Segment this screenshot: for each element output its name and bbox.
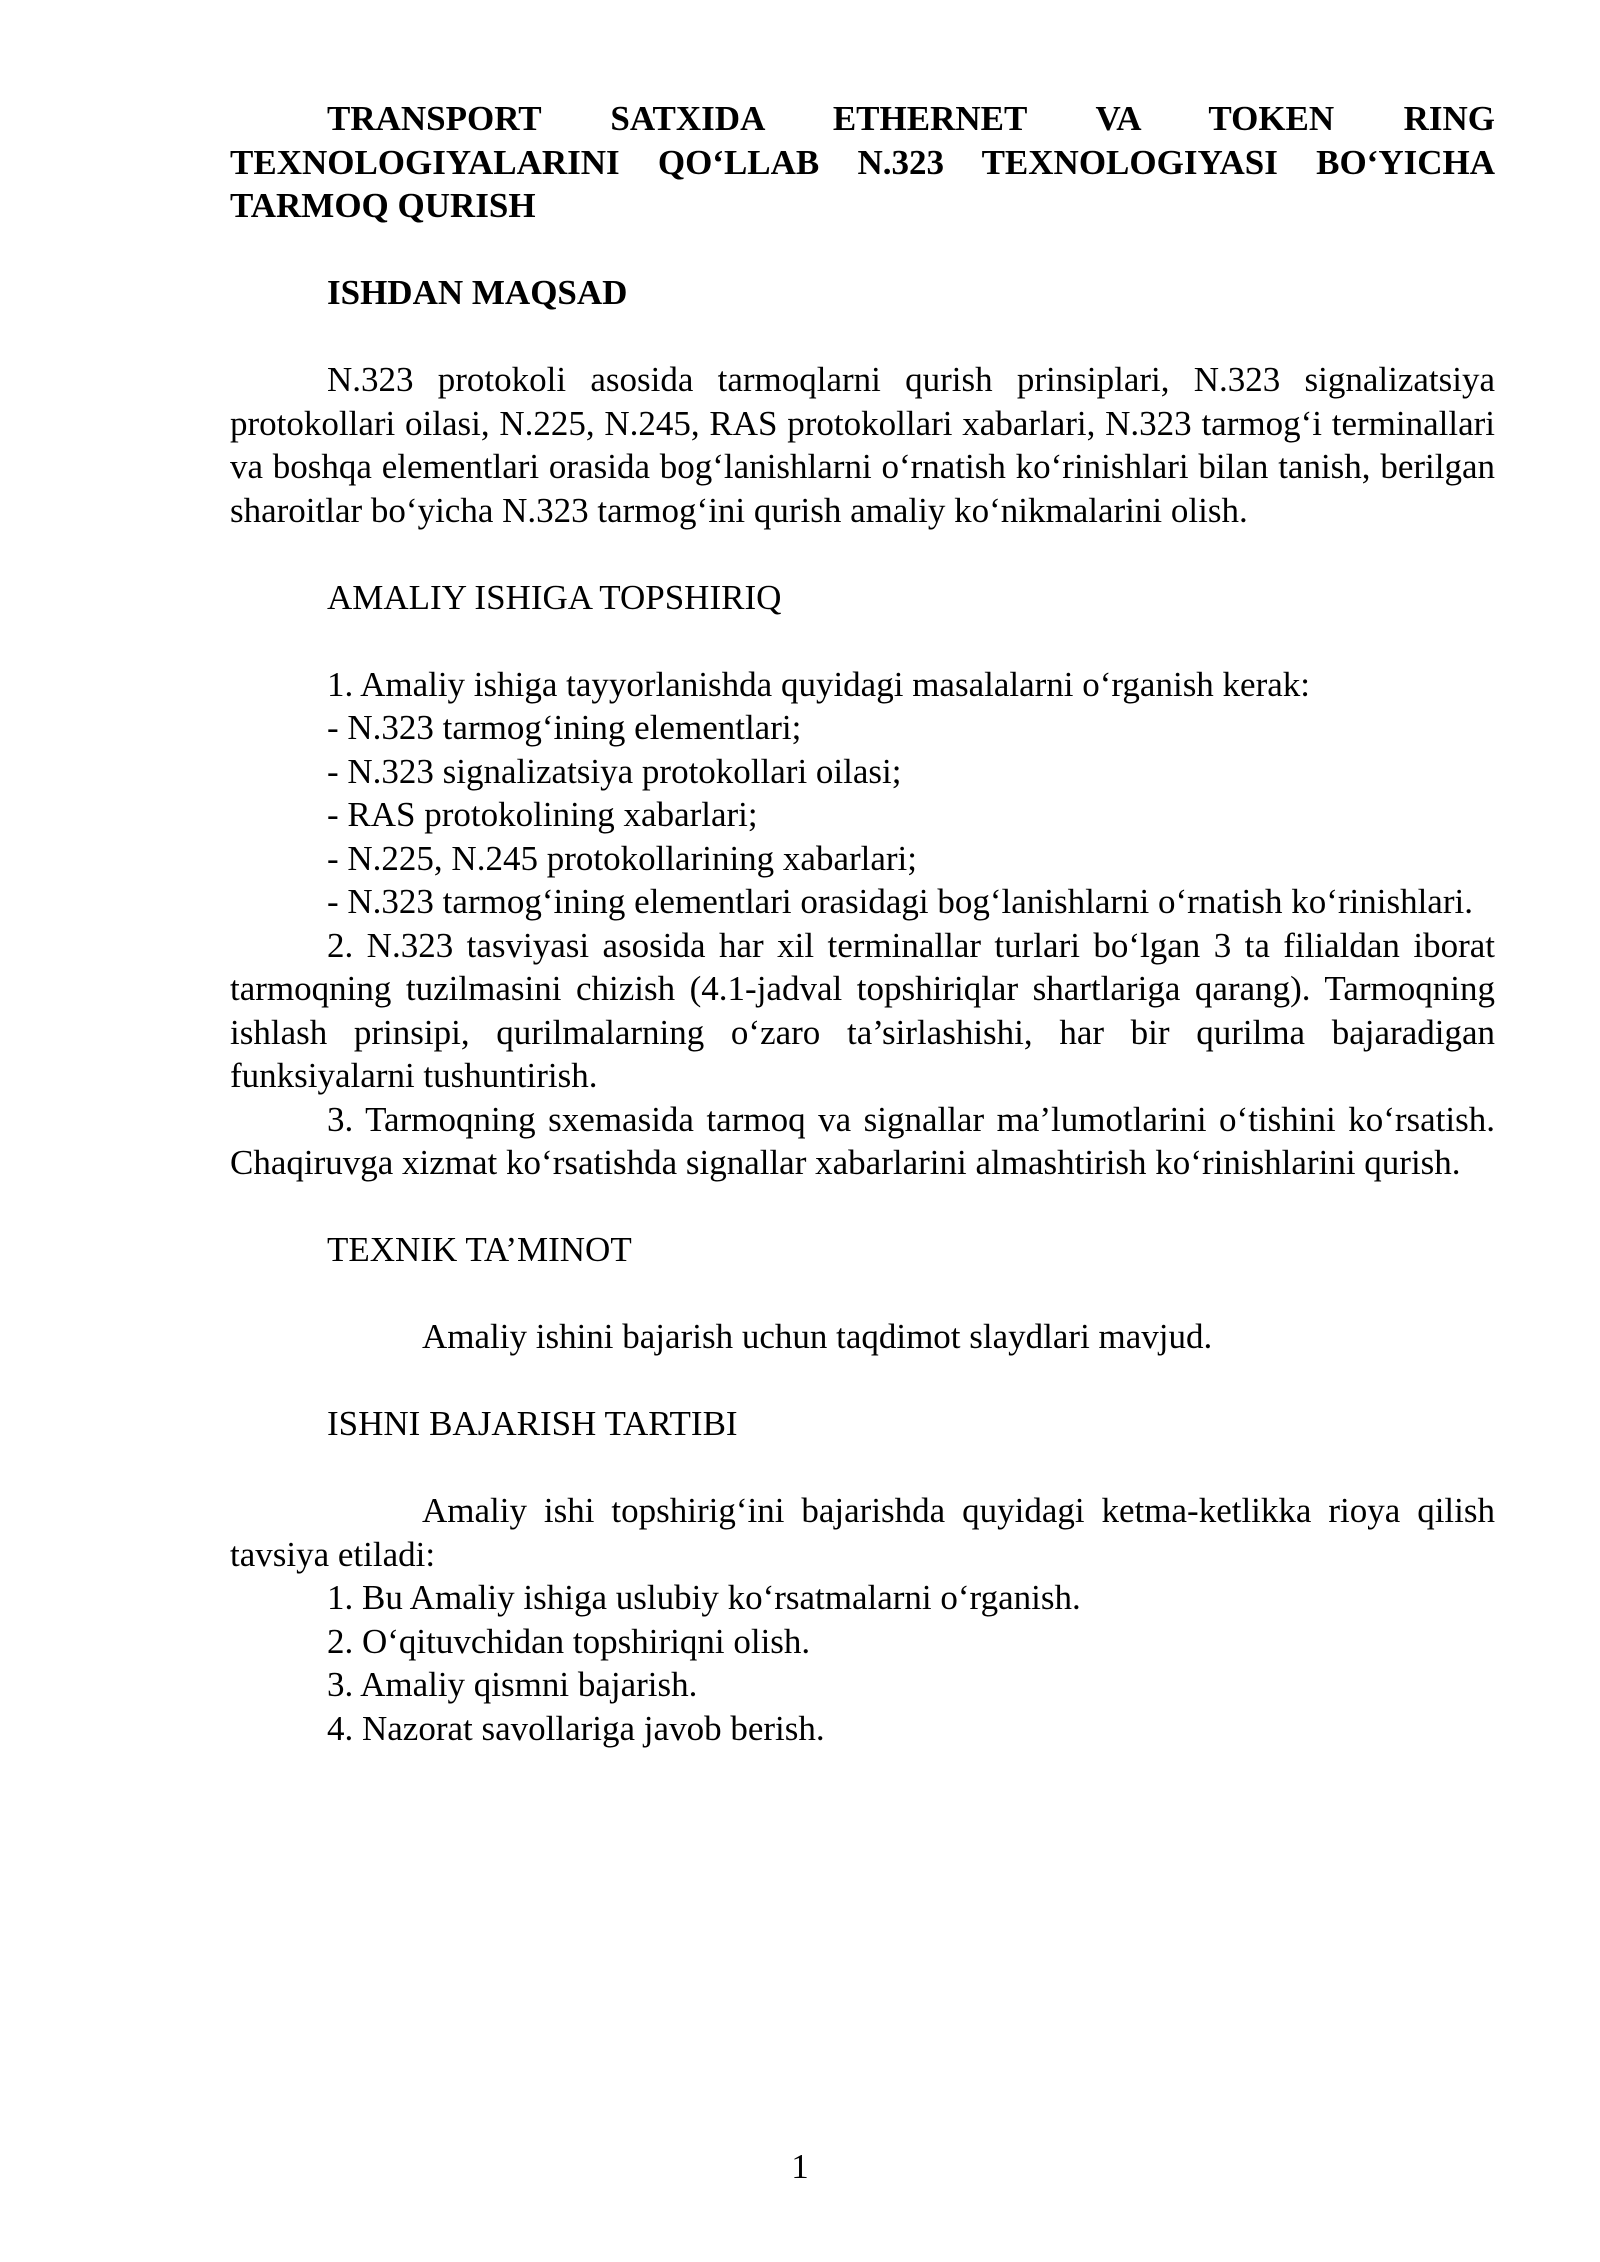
assignment-bullet: - RAS protokolining xabarlari; — [327, 795, 758, 834]
procedure-step: 1. Bu Amaliy ishiga uslubiy ko‘rsatmalarni o‘rganish. — [327, 1578, 1081, 1617]
procedure-step: 3. Amaliy qismni bajarish. — [327, 1665, 698, 1704]
tech-heading: TEXNIK TA’MINOT — [327, 1230, 632, 1269]
document-page — [230, 97, 1495, 1750]
spacer — [230, 532, 1495, 576]
spacer — [230, 1185, 1495, 1229]
spacer — [230, 1446, 1495, 1490]
tech-text: Amaliy ishini bajarish uchun taqdimot slaydlari mavjud. — [422, 1317, 1213, 1356]
assignment-heading: AMALIY ISHIGA TOPSHIRIQ — [327, 577, 782, 617]
procedure-step: 4. Nazorat savollariga javob berish. — [327, 1708, 825, 1748]
spacer — [230, 315, 1495, 359]
spacer — [230, 1272, 1495, 1316]
assignment-bullet: - N.323 tarmog‘ining elementlari orasidagi bog‘lanishlarni o‘rnatish ko‘rinishlari. — [327, 882, 1473, 921]
assignment-bullet: - N.323 tarmog‘ining elementlari; — [327, 708, 802, 747]
procedure-intro: Amaliy ishi topshirig‘ini bajarishda quyidagi ketma-ketlikka rioya qilish tavsiya etiladi: — [230, 1491, 1495, 1574]
assignment-item-2: 2. N.323 tasviyasi asosida har xil terminallar turlari bo‘lgan 3 ta filialdan iborat tarmoqning tuzilmasini chizish (4.1-jadval topshiriqlar shartlariga qarang). Tarmoqning ishlash prinsipi, qurilmalarning o‘zaro ta’sirlashishi, har bir qurilma bajaradigan funksiyalarni tushuntirish. — [230, 925, 1495, 1095]
document-title: TRANSPORT SATXIDA ETHERNET VA TOKEN RING TEXNOLOGIYALARINI QO‘LLAB N.323 TEXNOLOGIYASI BO‘YICHA TARMOQ QURISH — [230, 99, 1495, 225]
spacer — [230, 228, 1495, 272]
procedure-step: 2. O‘qituvchidan topshiriqni olish. — [327, 1621, 811, 1661]
assignment-item-1: 1. Amaliy ishiga tayyorlanishda quyidagi masalalarni o‘rganish kerak: — [327, 664, 1311, 704]
spacer — [230, 1359, 1495, 1403]
assignment-bullet: - N.323 signalizatsiya protokollari oilasi; — [327, 751, 902, 791]
spacer — [230, 619, 1495, 663]
assignment-item-3: 3. Tarmoqning sxemasida tarmoq va signallar ma’lumotlarini o‘tishini ko‘rsatish. Chaqiruvga xizmat ko‘rsatishda signallar xabarlarini almashtirish ko‘rinishlarini qurish. — [230, 1099, 1495, 1182]
page-number: 1 — [791, 2147, 809, 2186]
assignment-bullet: - N.225, N.245 protokollarining xabarlari; — [327, 838, 918, 878]
procedure-heading: ISHNI BAJARISH TARTIBI — [327, 1404, 738, 1443]
purpose-text: N.323 protokoli asosida tarmoqlarni qurish prinsiplari, N.323 signalizatsiya protokollari oilasi, N.225, N.245, RAS protokollari xabarlari, N.323 tarmog‘i terminallari va boshqa elementlari orasida bog‘lanishlarni o‘rnatish ko‘rinishlari bilan tanish, berilgan sharoitlar bo‘yicha N.323 tarmog‘ini qurish amaliy ko‘nikmalarini olish. — [230, 360, 1495, 530]
purpose-heading: ISHDAN MAQSAD — [327, 273, 628, 312]
